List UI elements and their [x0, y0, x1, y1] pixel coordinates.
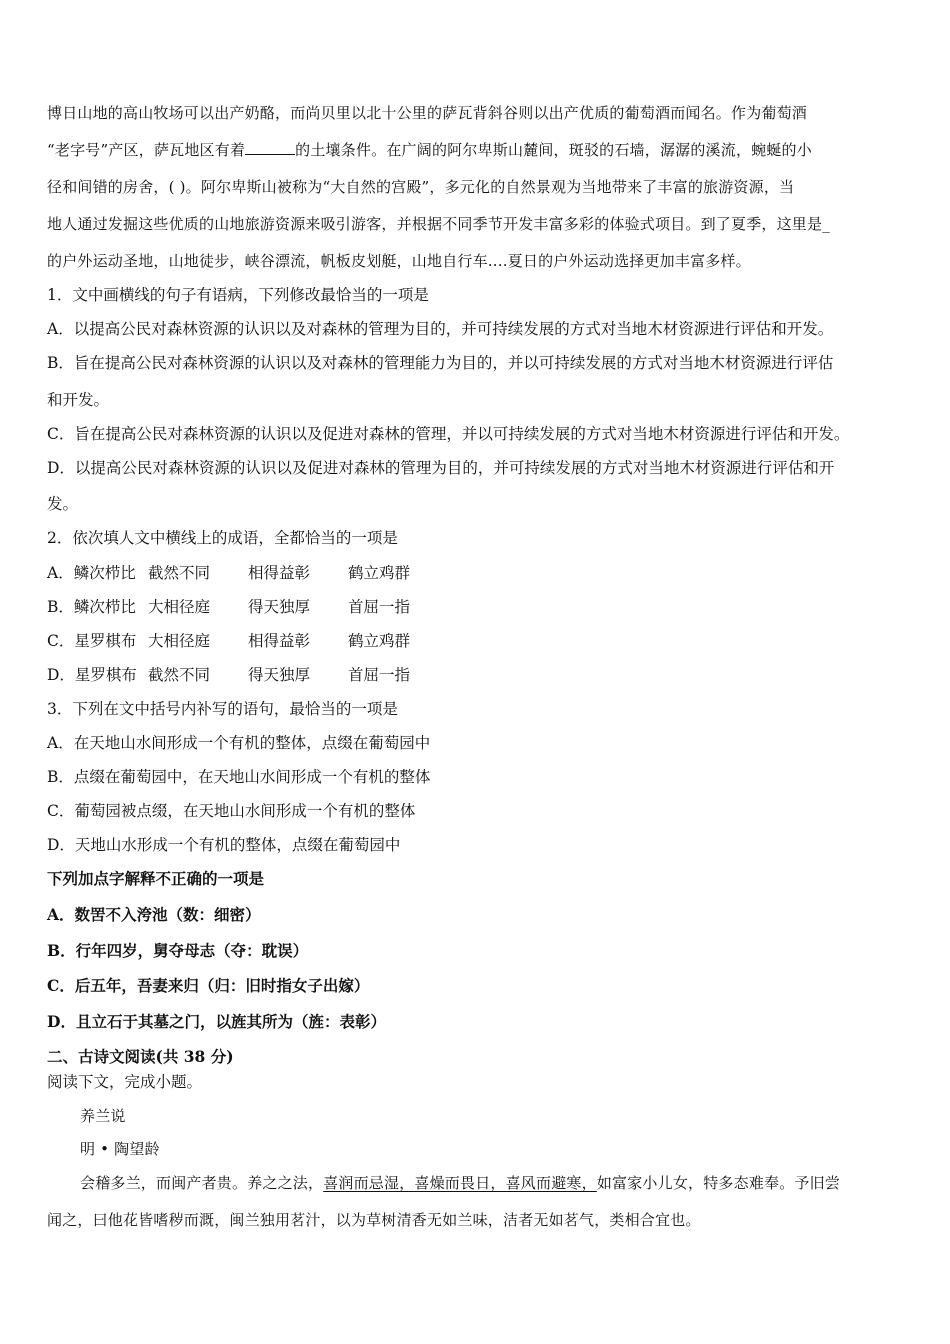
question-3-option-c: C．葡萄园被点缀，在天地山水间形成一个有机的整体: [47, 802, 416, 820]
idiom-2: 大相径庭: [148, 598, 211, 616]
passage-line-2: [47, 140, 812, 160]
fill-blank-1: [245, 140, 295, 155]
question-3-option-d: D．天地山水形成一个有机的整体，点缀在葡萄园中: [47, 836, 401, 854]
poem-author: 明 • 陶望龄: [80, 1140, 160, 1158]
question-1-option-a: A．以提高公民对森林资源的认识以及对森林的管理为目的，并可持续发展的方式对当地木材资源进行评估和开发。: [47, 320, 834, 338]
passage-line-5: 的户外运动圣地，山地徒步，峡谷漂流，帆板皮划艇，山地自行车....夏日的户外运动选择更加丰富多样。: [47, 252, 751, 270]
question-3-option-a: A．在天地山水间形成一个有机的整体，点缀在葡萄园中: [47, 734, 431, 752]
question-4-option-b: B．行年四岁，舅夺母志（夺：耽误）: [47, 941, 309, 960]
question-2-option-d: [47, 665, 410, 685]
question-4-option-d: D．且立石于其墓之门，以旌其所为（旌：表彰）: [47, 1012, 386, 1031]
question-2-option-b: [47, 597, 410, 617]
prose-line-1: [80, 1173, 840, 1193]
option-label: C．星罗棋布: [47, 632, 137, 650]
question-1-option-b-cont: 和开发。: [47, 391, 110, 409]
option-label: D．星罗棋布: [47, 666, 137, 684]
option-label: B．鳞次栉比: [47, 598, 136, 616]
section-2-title: 二、古诗文阅读(共 38 分): [47, 1047, 234, 1066]
idiom-3: 相得益彰: [248, 632, 311, 650]
idiom-4: 首屈一指: [348, 598, 411, 616]
idiom-3: 得天独厚: [248, 598, 311, 616]
passage-line-2-end: 的土壤条件。在广阔的阿尔卑斯山麓间，斑驳的石墙，潺潺的溪流，蜿蜒的小: [295, 141, 812, 159]
passage-line-3: 径和间错的房舍，( )。阿尔卑斯山被称为“大自然的宫殿”，多元化的自然景观为当地带来了丰富的旅游资源，当: [47, 178, 795, 196]
question-4-option-c: C．后五年，吾妻来归（归：旧时指女子出嫁）: [47, 976, 370, 995]
idiom-2: 大相径庭: [148, 632, 211, 650]
idiom-4: 首屈一指: [348, 666, 411, 684]
idiom-2: 截然不同: [148, 666, 211, 684]
prose-line-2: 闻之，曰他花皆嗜秽而溉，闽兰独用茗汁，以为草树清香无如兰味，洁者无如茗气，类相合宜也。: [47, 1211, 701, 1229]
idiom-4: 鹤立鸡群: [348, 564, 411, 582]
option-label: A．鳞次栉比: [47, 564, 136, 582]
idiom-2: 截然不同: [148, 564, 211, 582]
prose-line-1-end: 如富家小儿女，特多态难奉。予旧尝: [596, 1174, 841, 1192]
section-2-instruction: 阅读下文，完成小题。: [47, 1073, 203, 1091]
question-1-option-b: B．旨在提高公民对森林资源的认识以及对森林的管理能力为目的，并以可持续发展的方式对当地木材资源进行评估: [47, 354, 834, 372]
idiom-3: 相得益彰: [248, 564, 311, 582]
idiom-4: 鹤立鸡群: [348, 632, 411, 650]
question-3-stem: 3．下列在文中括号内补写的语句，最恰当的一项是: [47, 700, 398, 718]
question-2-option-a: [47, 563, 410, 583]
underlined-sentence: 喜润而忌湿，喜燥而畏日，喜风而避寒，: [323, 1174, 597, 1192]
question-4-stem: 下列加点字解释不正确的一项是: [47, 869, 265, 888]
question-3-option-b: B．点缀在葡萄园中，在天地山水间形成一个有机的整体: [47, 768, 431, 786]
question-1-option-d: D．以提高公民对森林资源的认识以及促进对森林的管理为目的，并可持续发展的方式对当地木材资源进行评估和开: [47, 459, 835, 477]
question-1-stem: 1．文中画横线的句子有语病，下列修改最恰当的一项是: [47, 286, 429, 304]
question-2-stem: 2．依次填人文中横线上的成语，全都恰当的一项是: [47, 529, 398, 547]
question-1-option-d-cont: 发。: [47, 495, 79, 513]
question-2-option-c: [47, 631, 410, 651]
passage-line-2-start: “老字号”产区，萨瓦地区有着: [47, 141, 246, 159]
prose-line-1-start: 会稽多兰，而闽产者贵。养之之法，: [80, 1174, 324, 1192]
idiom-3: 得天独厚: [248, 666, 311, 684]
question-4-option-a: A．数罟不入洿池（数：细密）: [47, 905, 261, 924]
question-1-option-c: C．旨在提高公民对森林资源的认识以及促进对森林的管理，并以可持续发展的方式对当地木材资源进行评估和开发。: [47, 425, 850, 443]
passage-line-1: 博日山地的高山牧场可以出产奶酪，而尚贝里以北十公里的萨瓦背斜谷则以出产优质的葡萄酒而闻名。作为葡萄酒: [47, 104, 808, 122]
poem-title: 养兰说: [80, 1107, 126, 1125]
passage-line-4: 地人通过发掘这些优质的山地旅游资源来吸引游客，并根据不同季节开发丰富多彩的体验式项目。到了夏季，这里是_: [47, 215, 830, 233]
